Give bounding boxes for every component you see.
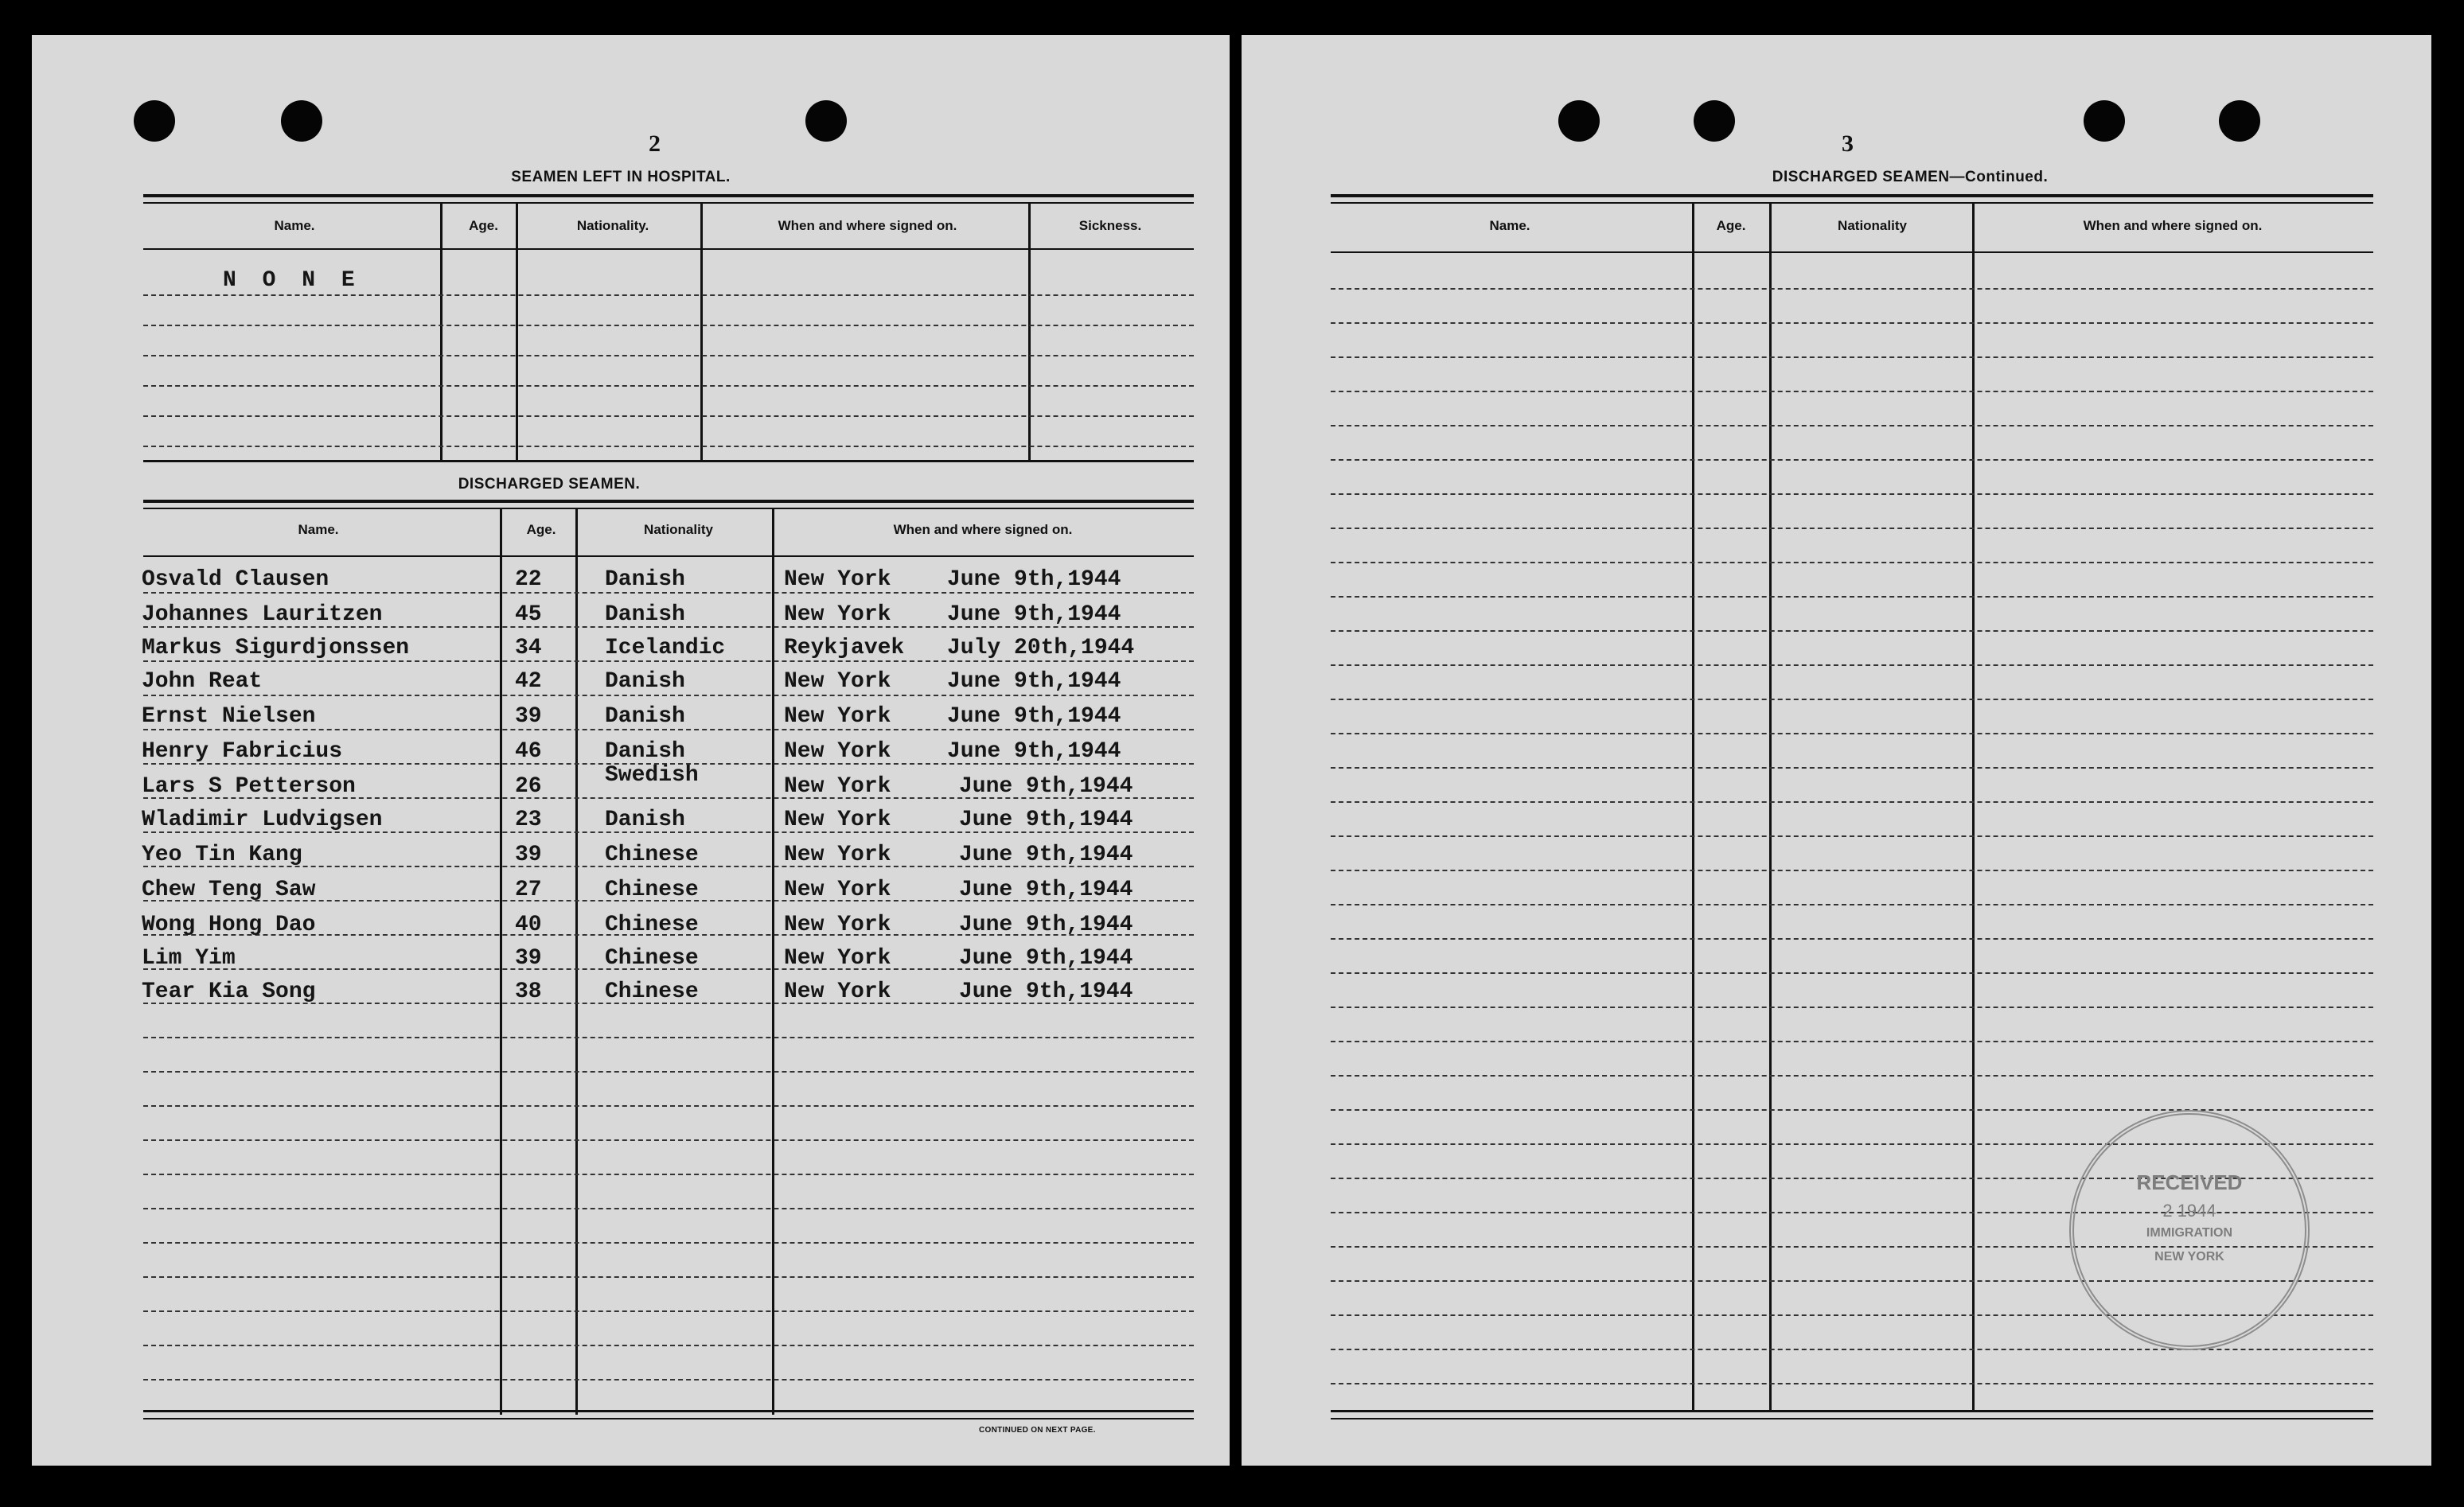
row-place: New York xyxy=(784,739,891,764)
row-age: 40 xyxy=(515,913,542,937)
row-name: John Reat xyxy=(142,669,263,694)
punch-hole xyxy=(805,100,847,142)
row-name: Lars S Petterson xyxy=(142,774,356,799)
row-name: Wong Hong Dao xyxy=(142,913,316,937)
discharged-continued-title: DISCHARGED SEAMEN—Continued. xyxy=(1772,169,2049,185)
dotted-line xyxy=(1331,801,2373,803)
row-place: New York xyxy=(784,567,891,592)
dotted-line xyxy=(143,1037,1194,1038)
header-age: Age. xyxy=(526,522,556,537)
row-name: Lim Yim xyxy=(142,946,236,971)
stamp-immigration: IMMIGRATION xyxy=(2146,1226,2233,1240)
dotted-line xyxy=(1331,391,2373,392)
row-age: 39 xyxy=(515,946,542,971)
row-nationality: Chinese xyxy=(605,843,699,867)
column-divider xyxy=(1692,202,1694,1412)
row-date: June 9th,1944 xyxy=(947,669,1121,694)
row-nationality: Chinese xyxy=(605,878,699,902)
dotted-line xyxy=(143,294,1194,296)
hospital-title: SEAMEN LEFT IN HOSPITAL. xyxy=(511,169,731,185)
row-name: Markus Sigurdjonssen xyxy=(142,636,410,660)
row-nationality: Chinese xyxy=(605,979,699,1004)
row-place: New York xyxy=(784,946,891,971)
dotted-line xyxy=(1331,528,2373,529)
row-date: July 20th,1944 xyxy=(947,636,1135,660)
received-stamp xyxy=(2069,1110,2310,1350)
row-place: New York xyxy=(784,913,891,937)
page-number: 3 xyxy=(1842,130,1854,157)
row-date: June 9th,1944 xyxy=(947,739,1121,764)
row-age: 39 xyxy=(515,843,542,867)
row-name: Johannes Lauritzen xyxy=(142,602,383,627)
dotted-line xyxy=(1331,938,2373,940)
header-rule xyxy=(143,555,1194,557)
dotted-line xyxy=(1331,493,2373,495)
row-nationality: Danish xyxy=(605,739,685,764)
row-place: New York xyxy=(784,808,891,832)
top-rule xyxy=(143,194,1194,197)
dotted-line xyxy=(1331,562,2373,563)
row-age: 42 xyxy=(515,669,542,694)
dotted-line xyxy=(1331,1041,2373,1042)
discharged-title: DISCHARGED SEAMEN. xyxy=(458,476,641,493)
row-date: June 9th,1944 xyxy=(959,774,1133,799)
bottom-rule xyxy=(1331,1410,2373,1412)
top-rule xyxy=(1331,194,2373,197)
row-place: New York xyxy=(784,669,891,694)
column-divider xyxy=(1028,202,1031,461)
dotted-line xyxy=(143,660,1194,662)
dotted-line xyxy=(1331,322,2373,324)
header-rule xyxy=(143,248,1194,250)
dotted-line xyxy=(143,1105,1194,1107)
row-age: 45 xyxy=(515,602,542,627)
dotted-line xyxy=(143,1242,1194,1244)
section-rule xyxy=(143,508,1194,509)
dotted-line xyxy=(143,1345,1194,1346)
dotted-line xyxy=(1331,699,2373,700)
row-age: 34 xyxy=(515,636,542,660)
header-nationality: Nationality. xyxy=(576,218,649,233)
hospital-entry: N O N E xyxy=(223,268,361,293)
header-age: Age. xyxy=(1716,218,1746,233)
row-date: June 9th,1944 xyxy=(959,946,1133,971)
dotted-line xyxy=(1331,288,2373,290)
dotted-line xyxy=(143,729,1194,730)
dotted-line xyxy=(1331,1075,2373,1077)
section-rule xyxy=(143,460,1194,462)
row-nationality: Danish xyxy=(605,602,685,627)
dotted-line xyxy=(1331,767,2373,769)
row-place: New York xyxy=(784,979,891,1004)
dotted-line xyxy=(1331,356,2373,358)
dotted-line xyxy=(143,355,1194,356)
row-date: June 9th,1944 xyxy=(959,843,1133,867)
dotted-line xyxy=(1331,733,2373,734)
row-nationality: Danish xyxy=(605,567,685,592)
row-date: June 9th,1944 xyxy=(947,567,1121,592)
dotted-line xyxy=(143,1208,1194,1209)
stamp-received: RECEIVED xyxy=(2136,1170,2243,1194)
continued-note: CONTINUED ON NEXT PAGE. xyxy=(979,1426,1096,1435)
punch-hole xyxy=(134,100,175,142)
row-age: 38 xyxy=(515,979,542,1004)
dotted-line xyxy=(143,1071,1194,1073)
row-place: Reykjavek xyxy=(784,636,905,660)
dotted-line xyxy=(143,695,1194,696)
column-divider xyxy=(500,508,502,1415)
row-date: June 9th,1944 xyxy=(959,878,1133,902)
dotted-line xyxy=(143,385,1194,387)
dotted-line xyxy=(143,1310,1194,1312)
row-nationality: Icelandic xyxy=(605,636,726,660)
punch-hole xyxy=(281,100,322,142)
dotted-line xyxy=(1331,630,2373,632)
dotted-line xyxy=(143,1139,1194,1141)
row-name: Wladimir Ludvigsen xyxy=(142,808,383,832)
punch-hole xyxy=(1694,100,1735,142)
row-name: Tear Kia Song xyxy=(142,979,316,1004)
row-place: New York xyxy=(784,878,891,902)
dotted-line xyxy=(143,325,1194,326)
dotted-line xyxy=(143,592,1194,594)
dotted-line xyxy=(1331,835,2373,837)
row-name: Yeo Tin Kang xyxy=(142,843,302,867)
row-place: New York xyxy=(784,704,891,729)
page-number: 2 xyxy=(649,130,661,157)
bottom-rule xyxy=(143,1418,1194,1419)
column-divider xyxy=(772,508,774,1415)
dotted-line xyxy=(1331,870,2373,871)
row-nationality: Swedish xyxy=(605,763,699,788)
top-rule xyxy=(1331,202,2373,204)
bottom-rule xyxy=(1331,1418,2373,1419)
row-age: 27 xyxy=(515,878,542,902)
header-signed-on: When and where signed on. xyxy=(778,218,957,233)
row-name: Ernst Nielsen xyxy=(142,704,316,729)
header-signed-on: When and where signed on. xyxy=(893,522,1073,537)
punch-hole xyxy=(1558,100,1600,142)
header-name: Name. xyxy=(1489,218,1530,233)
row-age: 39 xyxy=(515,704,542,729)
column-divider xyxy=(1972,202,1975,1412)
row-nationality: Chinese xyxy=(605,913,699,937)
punch-hole xyxy=(2084,100,2125,142)
dotted-line xyxy=(143,446,1194,447)
header-age: Age. xyxy=(469,218,498,233)
dotted-line xyxy=(1331,1007,2373,1008)
bottom-rule xyxy=(143,1410,1194,1412)
dotted-line xyxy=(1331,459,2373,461)
dotted-line xyxy=(1331,596,2373,598)
row-date: June 9th,1944 xyxy=(947,602,1121,627)
dotted-line xyxy=(1331,1383,2373,1384)
row-age: 26 xyxy=(515,774,542,799)
row-date: June 9th,1944 xyxy=(959,979,1133,1004)
header-name: Name. xyxy=(298,522,339,537)
row-nationality: Chinese xyxy=(605,946,699,971)
section-rule xyxy=(143,500,1194,503)
dotted-line xyxy=(1331,425,2373,426)
dotted-line xyxy=(143,1174,1194,1175)
dotted-line xyxy=(143,415,1194,417)
row-age: 46 xyxy=(515,739,542,764)
top-rule xyxy=(143,202,1194,204)
row-nationality: Danish xyxy=(605,704,685,729)
row-nationality: Danish xyxy=(605,669,685,694)
header-name: Name. xyxy=(274,218,315,233)
row-date: June 9th,1944 xyxy=(959,913,1133,937)
dotted-line xyxy=(1331,664,2373,666)
dotted-line xyxy=(1331,1349,2373,1350)
header-nationality: Nationality xyxy=(1838,218,1907,233)
column-divider xyxy=(700,202,703,461)
row-name: Henry Fabricius xyxy=(142,739,343,764)
header-rule xyxy=(1331,251,2373,253)
header-nationality: Nationality xyxy=(644,522,713,537)
dotted-line xyxy=(1331,904,2373,905)
column-divider xyxy=(440,202,443,461)
row-place: New York xyxy=(784,774,891,799)
column-divider xyxy=(1769,202,1772,1412)
dotted-line xyxy=(1331,1109,2373,1111)
row-nationality: Danish xyxy=(605,808,685,832)
row-age: 22 xyxy=(515,567,542,592)
row-date: June 9th,1944 xyxy=(959,808,1133,832)
dotted-line xyxy=(143,1276,1194,1278)
dotted-line xyxy=(143,1379,1194,1380)
row-date: June 9th,1944 xyxy=(947,704,1121,729)
column-divider xyxy=(575,508,578,1415)
row-name: Osvald Clausen xyxy=(142,567,329,592)
left-page xyxy=(32,35,1230,1466)
row-place: New York xyxy=(784,602,891,627)
punch-hole xyxy=(2219,100,2260,142)
stamp-city: NEW YORK xyxy=(2154,1250,2224,1264)
dotted-line xyxy=(1331,972,2373,974)
column-divider xyxy=(516,202,518,461)
row-place: New York xyxy=(784,843,891,867)
row-name: Chew Teng Saw xyxy=(142,878,316,902)
header-sickness: Sickness. xyxy=(1078,218,1142,233)
header-signed-on: When and where signed on. xyxy=(2083,218,2263,233)
row-age: 23 xyxy=(515,808,542,832)
stamp-date: 2 1944 xyxy=(2162,1201,2216,1221)
